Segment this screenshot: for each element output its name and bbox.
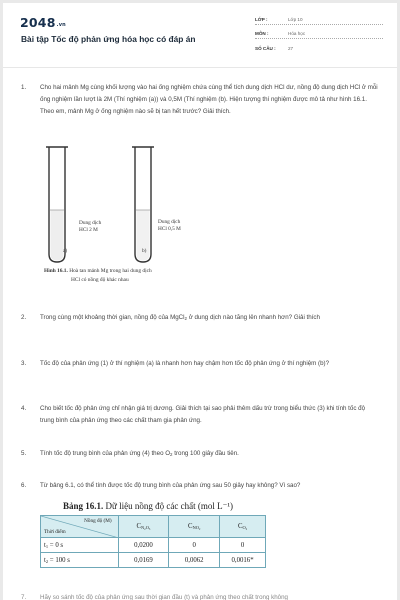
tube-b-label: Dung dịch HCl 0,5 M xyxy=(158,219,181,232)
question-number: 2. xyxy=(21,314,27,321)
table-cell: 0,0169 xyxy=(118,553,169,568)
figure-caption xyxy=(44,267,152,284)
table-cell: 0,0062 xyxy=(169,553,220,568)
column-header: $C_{O_2}$ xyxy=(220,516,266,538)
question-text: Tốc độ của phản ứng (1) ở thí nghiệm (a) là nhanh hơn hay chậm hơn tốc độ phản ứng ở thí nghiệm (b)? xyxy=(40,360,330,367)
question-number: 6. xyxy=(21,482,27,489)
corner-top-label: Nồng độ (M) xyxy=(84,518,112,524)
time-cell: $t_1 = 0$ s xyxy=(41,538,119,553)
time-cell: $t_2 = 100$ s xyxy=(41,553,119,568)
meta-divider xyxy=(255,38,383,39)
figure-test-tubes xyxy=(37,142,227,292)
caption-label: Hình 16.1. xyxy=(44,268,68,274)
question-text: Cho hai mảnh Mg cùng khối lượng vào hai ống nghiệm chứa cùng thể tích dung dịch HCl dư, nồng độ dung dịch HCl ở mỗi ống nghiệm lần lượt là 2M (Thí nghiệm (a)) và 0,5M (Thí nghiệm (b). Hiện tượng thí nghiệm được mô tả như hình 16.1. Theo em, mảnh Mg ở ống nghiệm nào sẽ bị tan hết trước? Giải thích. xyxy=(40,84,378,115)
table-cell: 0 xyxy=(220,538,266,553)
tube-a-label: Dung dịch HCl 2 M xyxy=(79,220,102,233)
question-number: 4. xyxy=(21,405,27,412)
table-cell: 0,0200 xyxy=(118,538,169,553)
meta-class-label: LỚP : xyxy=(255,17,268,22)
test-tube-b xyxy=(132,147,154,262)
table-cell: 0 xyxy=(169,538,220,553)
test-tube-a xyxy=(46,147,68,262)
table-cell: 0,0016* xyxy=(220,553,266,568)
column-header: $C_{NO_2}$ xyxy=(169,516,220,538)
tube-b-tag: b) xyxy=(142,248,147,254)
meta-divider xyxy=(255,24,383,25)
logo-suffix: .vn xyxy=(56,22,66,28)
question-text: Từ bảng 6.1, có thể tính được tốc độ trung bình của phản ứng sau 50 giây hay không? Vì sao? xyxy=(40,482,301,489)
caption-line-1: Hoà tan mảnh Mg trong hai dung dịch xyxy=(69,268,152,274)
document-page xyxy=(3,3,397,600)
table-row xyxy=(41,538,266,553)
question-number: 7. xyxy=(21,594,27,600)
question-number: 1. xyxy=(21,84,27,91)
column-header: $C_{N_2O_5}$ xyxy=(118,516,169,538)
table-title: Bảng 16.1. Dữ liệu nồng độ các chất (mol L⁻¹) xyxy=(63,501,234,511)
table-row xyxy=(41,553,266,568)
meta-class-value: Lớp 10 xyxy=(288,17,303,22)
question-text: Trong cùng một khoảng thời gian, nồng độ của MgCl$_2$ ở dung dịch nào tăng lên nhanh hơn? Giải thích xyxy=(40,314,320,321)
header-divider xyxy=(3,67,397,68)
caption-line-2: HCl có nồng độ khác nhau xyxy=(71,276,129,283)
tube-a-tag: a) xyxy=(63,248,68,254)
meta-count-label: SỐ CÂU : xyxy=(255,46,276,51)
logo-main: 2048 xyxy=(20,15,56,30)
meta-subject-label: MÔN : xyxy=(255,31,269,36)
table-header-row xyxy=(41,516,266,538)
question-text: Cho biết tốc độ phản ứng chỉ nhận giá trị dương. Giải thích tại sao phải thêm dấu trừ trong biểu thức (3) khi tính tốc độ trung bình của phản ứng theo các chất tham gia phản ứng. xyxy=(40,405,366,424)
site-logo[interactable] xyxy=(20,15,66,30)
corner-bottom-label: Thời điểm xyxy=(44,529,66,535)
meta-count-value: 27 xyxy=(288,46,294,51)
document-title: Bài tập Tốc độ phản ứng hóa học có đáp án xyxy=(21,34,196,44)
question-number: 3. xyxy=(21,360,27,367)
document-header xyxy=(3,3,397,69)
question-text: Hãy so sánh tốc độ của phản ứng sau thời gian đầu (t) và phản ứng theo chất trong không xyxy=(40,594,288,600)
question-number: 5. xyxy=(21,450,27,457)
question-text: Tính tốc độ trung bình của phản ứng (4) theo $O_2$ trong 100 giây đầu tiên. xyxy=(40,450,239,457)
meta-subject-value: Hóa học xyxy=(288,31,306,36)
concentration-table xyxy=(40,515,266,568)
table-corner-cell xyxy=(41,516,119,538)
